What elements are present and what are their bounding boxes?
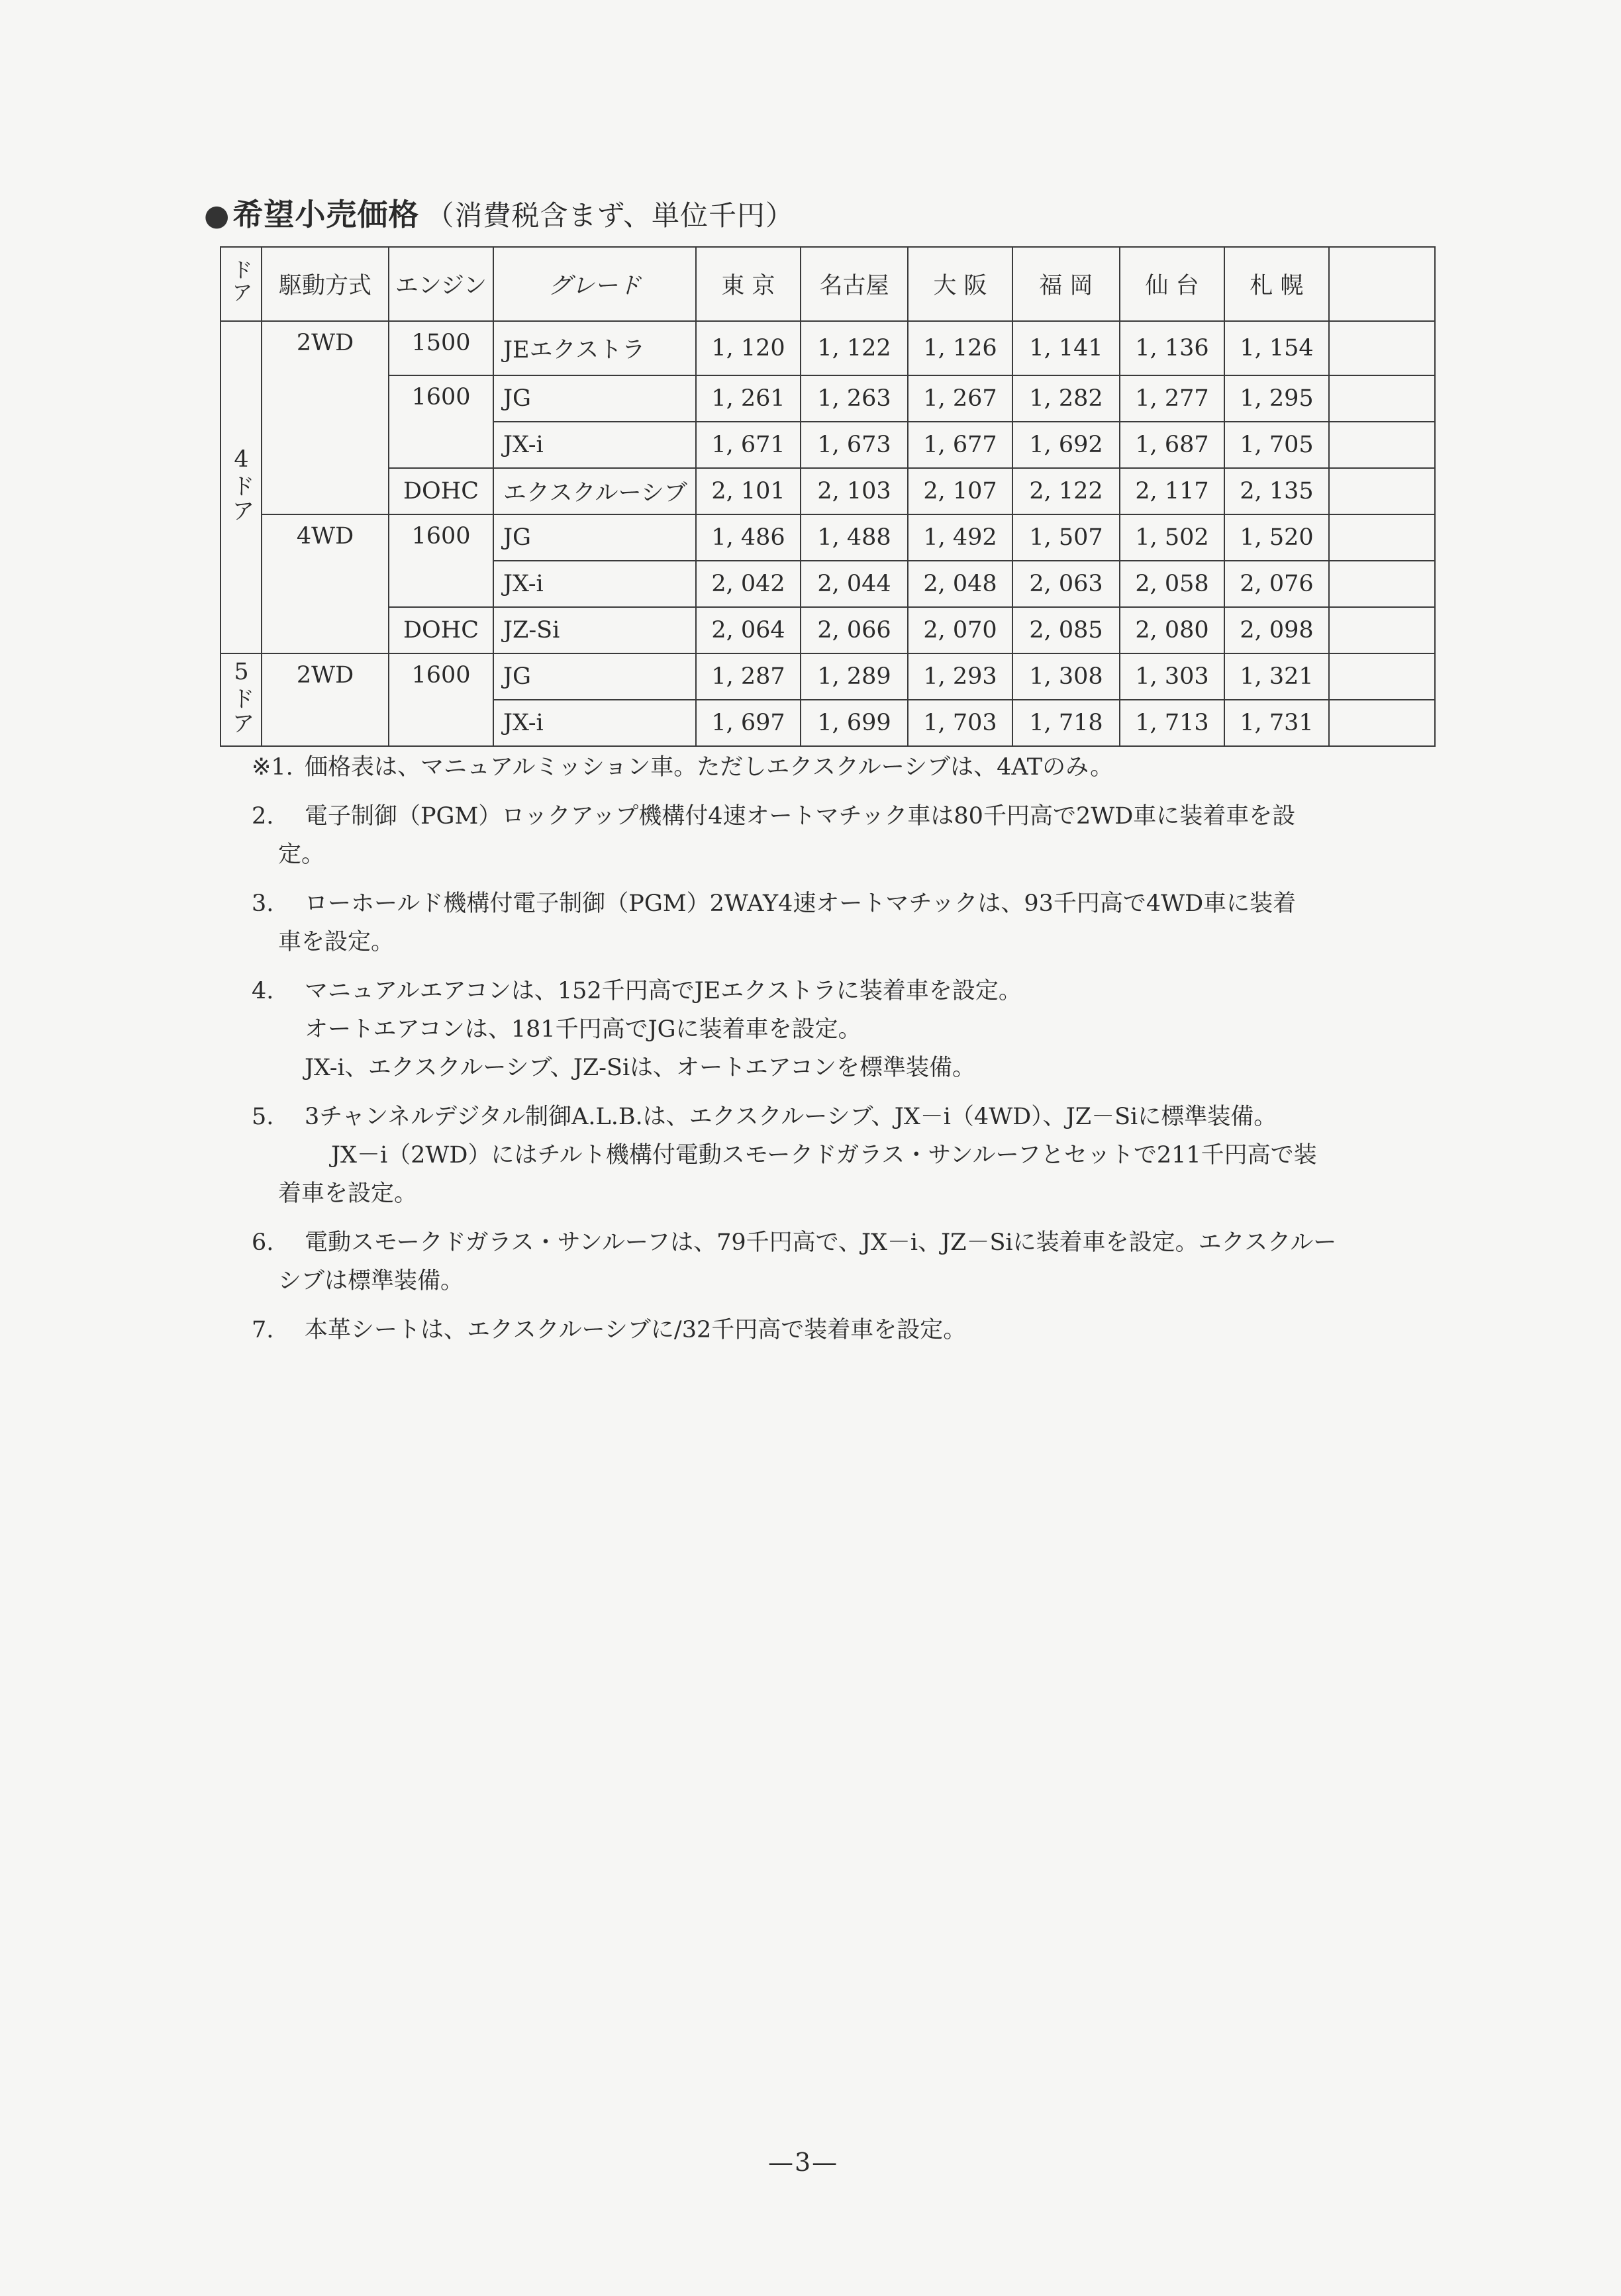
note-4: [252, 972, 1463, 1087]
price-cell: 1, 120: [696, 321, 801, 375]
note-mark: 4.: [252, 978, 274, 1004]
price-cell: 1, 703: [908, 700, 1012, 746]
price-cell: 2, 064: [696, 607, 801, 653]
header-city-nagoya: 名古屋: [801, 247, 908, 321]
header-city-fukuoka: 福 岡: [1012, 247, 1120, 321]
price-cell: 1, 293: [908, 653, 1012, 700]
note-2: [252, 797, 1463, 874]
empty-cell: [1329, 375, 1435, 422]
price-cell: 1, 687: [1120, 422, 1224, 468]
price-cell: 1, 282: [1012, 375, 1120, 422]
note-text: 価格表は、マニュアルミッション車。ただしエクスクルーシブは、4ATのみ。: [305, 754, 1114, 781]
title-main: 希望小売価格: [232, 197, 420, 232]
price-cell: 1, 671: [696, 422, 801, 468]
header-city-sendai: 仙 台: [1120, 247, 1224, 321]
drive-2wd: 2WD: [262, 321, 389, 514]
price-cell: 1, 705: [1224, 422, 1329, 468]
note-text: 着車を設定。: [278, 1180, 418, 1207]
header-door: ドア: [221, 247, 262, 321]
price-cell: 2, 101: [696, 468, 801, 514]
price-cell: 2, 103: [801, 468, 908, 514]
table-row: [221, 375, 1435, 422]
price-cell: 1, 731: [1224, 700, 1329, 746]
note-mark: 7.: [252, 1317, 274, 1343]
price-cell: 1, 520: [1224, 514, 1329, 561]
grade-cell: JX-i: [493, 561, 696, 607]
price-cell: 1, 699: [801, 700, 908, 746]
empty-cell: [1329, 422, 1435, 468]
door-5: 5ドア: [221, 653, 262, 746]
table-row: [221, 514, 1435, 561]
empty-cell: [1329, 700, 1435, 746]
empty-cell: [1329, 653, 1435, 700]
price-cell: 1, 295: [1224, 375, 1329, 422]
price-cell: 1, 502: [1120, 514, 1224, 561]
engine-1600: 1600: [389, 514, 493, 607]
note-text: JX-i、エクスクルーシブ、JZ-Siは、オートエアコンを標準装備。: [305, 1055, 976, 1081]
grade-cell: JG: [493, 375, 696, 422]
engine-1500: 1500: [389, 321, 493, 375]
header-city-osaka: 大 阪: [908, 247, 1012, 321]
title-sub: （消費税含まず、単位千円）: [426, 199, 795, 232]
price-cell: 1, 289: [801, 653, 908, 700]
price-cell: 2, 080: [1120, 607, 1224, 653]
price-cell: 2, 122: [1012, 468, 1120, 514]
price-cell: 1, 677: [908, 422, 1012, 468]
price-cell: 2, 076: [1224, 561, 1329, 607]
note-text: マニュアルエアコンは、152千円高でJEエクストラに装着車を設定。: [305, 978, 1022, 1004]
table-row: [221, 468, 1435, 514]
price-cell: 1, 141: [1012, 321, 1120, 375]
grade-cell: JZ-Si: [493, 607, 696, 653]
price-cell: 1, 261: [696, 375, 801, 422]
engine-1600: 1600: [389, 375, 493, 468]
empty-cell: [1329, 607, 1435, 653]
price-cell: 1, 697: [696, 700, 801, 746]
price-cell: 2, 044: [801, 561, 908, 607]
note-text: オートエアコンは、181千円高でJGに装着車を設定。: [305, 1016, 861, 1043]
header-grade: グレード: [493, 247, 696, 321]
table-header-row: [221, 247, 1435, 321]
page-title: [204, 191, 794, 234]
header-empty: [1329, 247, 1435, 321]
note-6: [252, 1223, 1463, 1300]
note-7: [252, 1311, 1463, 1349]
grade-cell: JEエクストラ: [493, 321, 696, 375]
note-text: 本革シートは、エクスクルーシブに/32千円高で装着車を設定。: [305, 1317, 967, 1343]
price-cell: 2, 135: [1224, 468, 1329, 514]
note-mark: 5.: [252, 1104, 274, 1130]
grade-cell: JX-i: [493, 422, 696, 468]
price-cell: 1, 507: [1012, 514, 1120, 561]
empty-cell: [1329, 514, 1435, 561]
notes-list: [252, 748, 1463, 1360]
note-text: 3チャンネルデジタル制御A.L.B.は、エクスクルーシブ、JX－i（4WD）、JZ－Siに標準装備。: [305, 1104, 1277, 1130]
drive-2wd: 2WD: [262, 653, 389, 746]
grade-cell: JX-i: [493, 700, 696, 746]
note-5: [252, 1098, 1463, 1213]
note-text: JX－i（2WD）にはチルト機構付電動スモークドガラス・サンルーフとセットで211千円高で装: [331, 1142, 1317, 1169]
note-text: 定。: [278, 841, 325, 868]
price-cell: 1, 673: [801, 422, 908, 468]
note-text: 電動スモークドガラス・サンルーフは、79千円高で、JX－i、JZ－Siに装着車を設定。エクスクルー: [305, 1229, 1337, 1256]
table-row: [221, 607, 1435, 653]
price-cell: 2, 058: [1120, 561, 1224, 607]
engine-dohc: DOHC: [389, 607, 493, 653]
price-cell: 1, 267: [908, 375, 1012, 422]
note-mark: ※1.: [252, 754, 293, 781]
price-cell: 1, 287: [696, 653, 801, 700]
price-cell: 2, 117: [1120, 468, 1224, 514]
price-cell: 2, 048: [908, 561, 1012, 607]
note-text: 電子制御（PGM）ロックアップ機構付4速オートマチック車は80千円高で2WD車に装着車を設: [305, 803, 1296, 830]
price-cell: 1, 486: [696, 514, 801, 561]
grade-cell: JG: [493, 653, 696, 700]
price-cell: 1, 154: [1224, 321, 1329, 375]
price-cell: 1, 126: [908, 321, 1012, 375]
price-cell: 2, 085: [1012, 607, 1120, 653]
note-3: [252, 885, 1463, 961]
price-cell: 1, 263: [801, 375, 908, 422]
price-cell: 1, 136: [1120, 321, 1224, 375]
drive-4wd: 4WD: [262, 514, 389, 653]
header-drive: 駆動方式: [262, 247, 389, 321]
table-row: [221, 321, 1435, 375]
note-mark: 6.: [252, 1229, 274, 1256]
note-text: シブは標準装備。: [278, 1268, 464, 1294]
note-mark: 3.: [252, 890, 274, 917]
door-4: 4ドア: [221, 321, 262, 653]
note-mark: 2.: [252, 803, 274, 830]
price-cell: 2, 063: [1012, 561, 1120, 607]
empty-cell: [1329, 321, 1435, 375]
price-cell: 1, 303: [1120, 653, 1224, 700]
price-cell: 2, 070: [908, 607, 1012, 653]
header-city-sapporo: 札 幌: [1224, 247, 1329, 321]
price-cell: 1, 692: [1012, 422, 1120, 468]
grade-cell: エクスクルーシブ: [493, 468, 696, 514]
price-cell: 1, 718: [1012, 700, 1120, 746]
header-engine: エンジン: [389, 247, 493, 321]
price-cell: 2, 098: [1224, 607, 1329, 653]
price-cell: 1, 122: [801, 321, 908, 375]
price-table: [220, 246, 1436, 747]
note-text: 車を設定。: [278, 929, 395, 955]
price-cell: 2, 107: [908, 468, 1012, 514]
engine-dohc: DOHC: [389, 468, 493, 514]
note-text: ローホールド機構付電子制御（PGM）2WAY4速オートマチックは、93千円高で4WD車に装着: [305, 890, 1297, 917]
price-cell: 1, 488: [801, 514, 908, 561]
price-cell: 1, 308: [1012, 653, 1120, 700]
price-cell: 2, 042: [696, 561, 801, 607]
price-cell: 2, 066: [801, 607, 908, 653]
grade-cell: JG: [493, 514, 696, 561]
bullet-icon: ●: [204, 199, 230, 232]
price-cell: 1, 321: [1224, 653, 1329, 700]
empty-cell: [1329, 468, 1435, 514]
note-1: [252, 748, 1463, 787]
price-cell: 1, 713: [1120, 700, 1224, 746]
header-city-tokyo: 東 京: [696, 247, 801, 321]
page-number: —3—: [768, 2148, 839, 2177]
price-cell: 1, 277: [1120, 375, 1224, 422]
price-cell: 1, 492: [908, 514, 1012, 561]
table-row: [221, 653, 1435, 700]
engine-1600: 1600: [389, 653, 493, 746]
empty-cell: [1329, 561, 1435, 607]
